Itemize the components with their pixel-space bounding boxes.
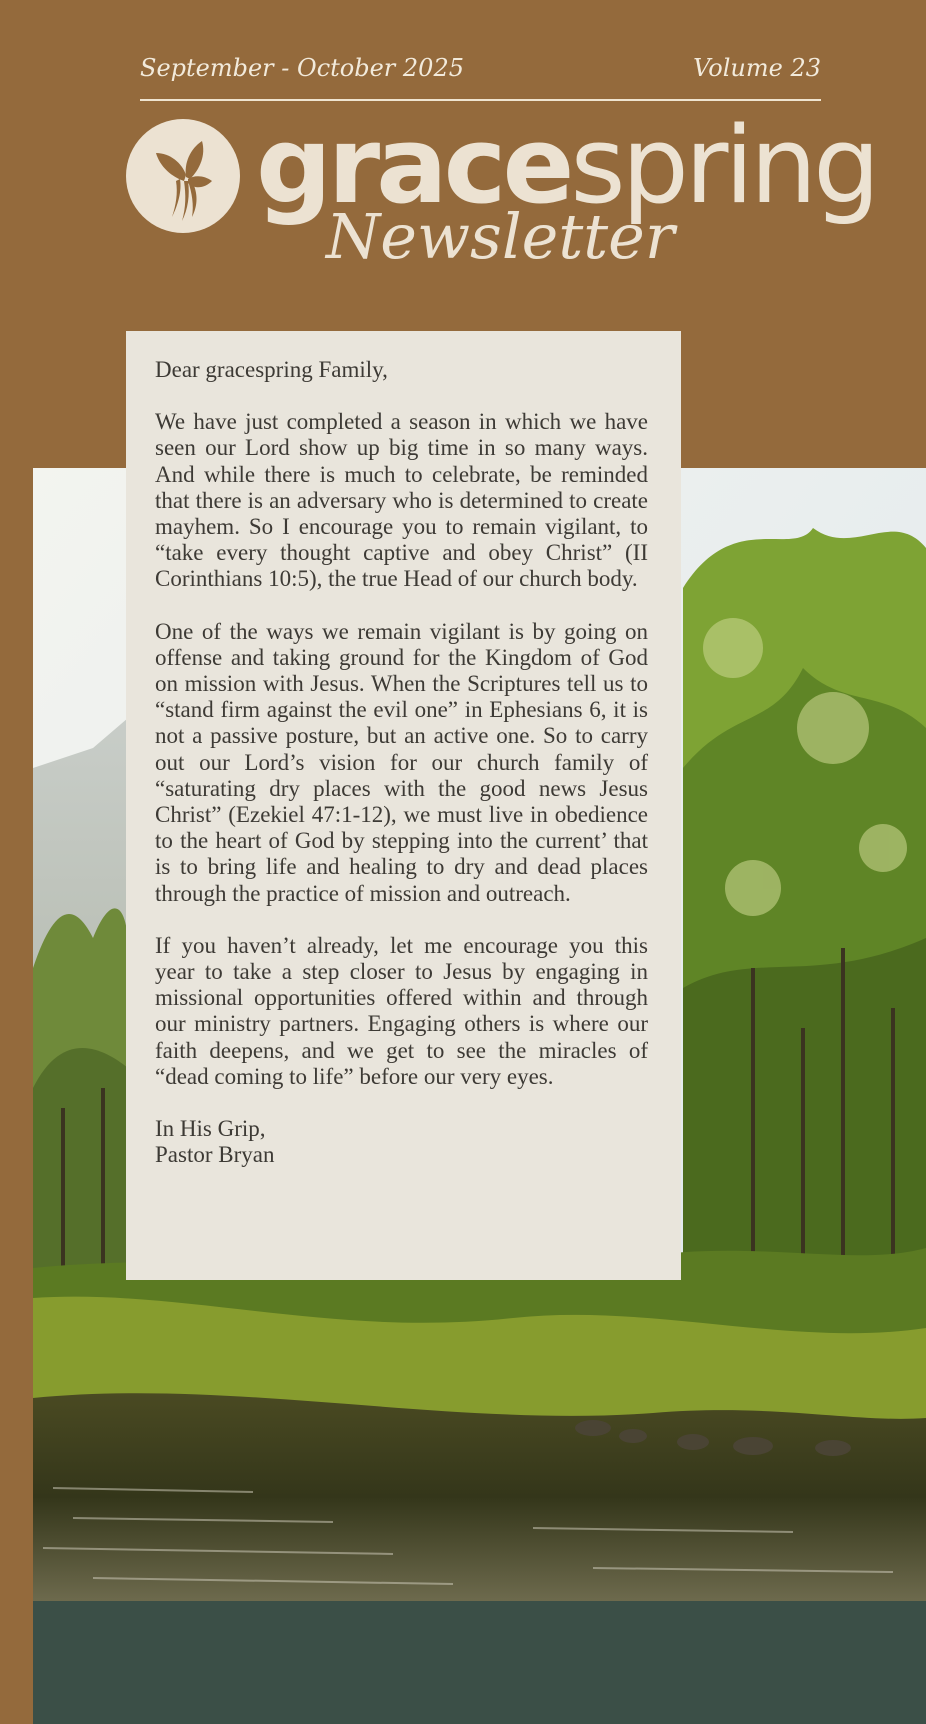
footer-band — [33, 1601, 926, 1724]
letter-paragraph: If you haven’t already, let me encourage you this year to take a step closer to Jesus by engaging in missional opportunities offered within and through our ministry partners. Engaging others is where our faith deepens, and we get to see the miracles of “dead coming to life” before our very eyes. — [155, 932, 648, 1089]
letter-paragraph: One of the ways we remain vigilant is by going on offense and taking ground for the Kingdom of God on mission with Jesus. When the Scriptures tell us to “stand firm against the evil one” in Ephesians 6, it is not a passive posture, but an active one. So to carry out our Lord’s vision for our church family of “saturating dry places with the good news Jesus Christ” (Ezekiel 47:1-12), we must live in obedience to the heart of God by stepping into the current’ that is to bring life and healing to dry and dead places through the practice of mission and outreach. — [155, 618, 648, 906]
brand-word-light: spring — [570, 104, 877, 227]
newsletter-subtitle: Newsletter — [326, 200, 675, 273]
brand-word-bold: grace — [256, 104, 571, 227]
leaf-sprout-icon — [126, 119, 240, 233]
letter-closing: In His Grip, — [155, 1116, 266, 1142]
letter-signature: Pastor Bryan — [155, 1142, 275, 1168]
issue-date: September - October 2025 — [140, 54, 464, 82]
issue-header — [140, 54, 821, 82]
pastor-letter — [126, 331, 681, 1280]
letter-paragraph: We have just completed a season in which we have seen our Lord show up big time in so many ways. And while there is much to celebrate, be reminded that there is an adversary who is determined to create mayhem. So I encourage you to remain vigilant, to “take every thought captive and obey Christ” (II Corinthians 10:5), the true Head of our church body. — [155, 409, 648, 592]
letter-salutation: Dear gracespring Family, — [155, 357, 388, 382]
issue-volume: Volume 23 — [693, 54, 821, 82]
